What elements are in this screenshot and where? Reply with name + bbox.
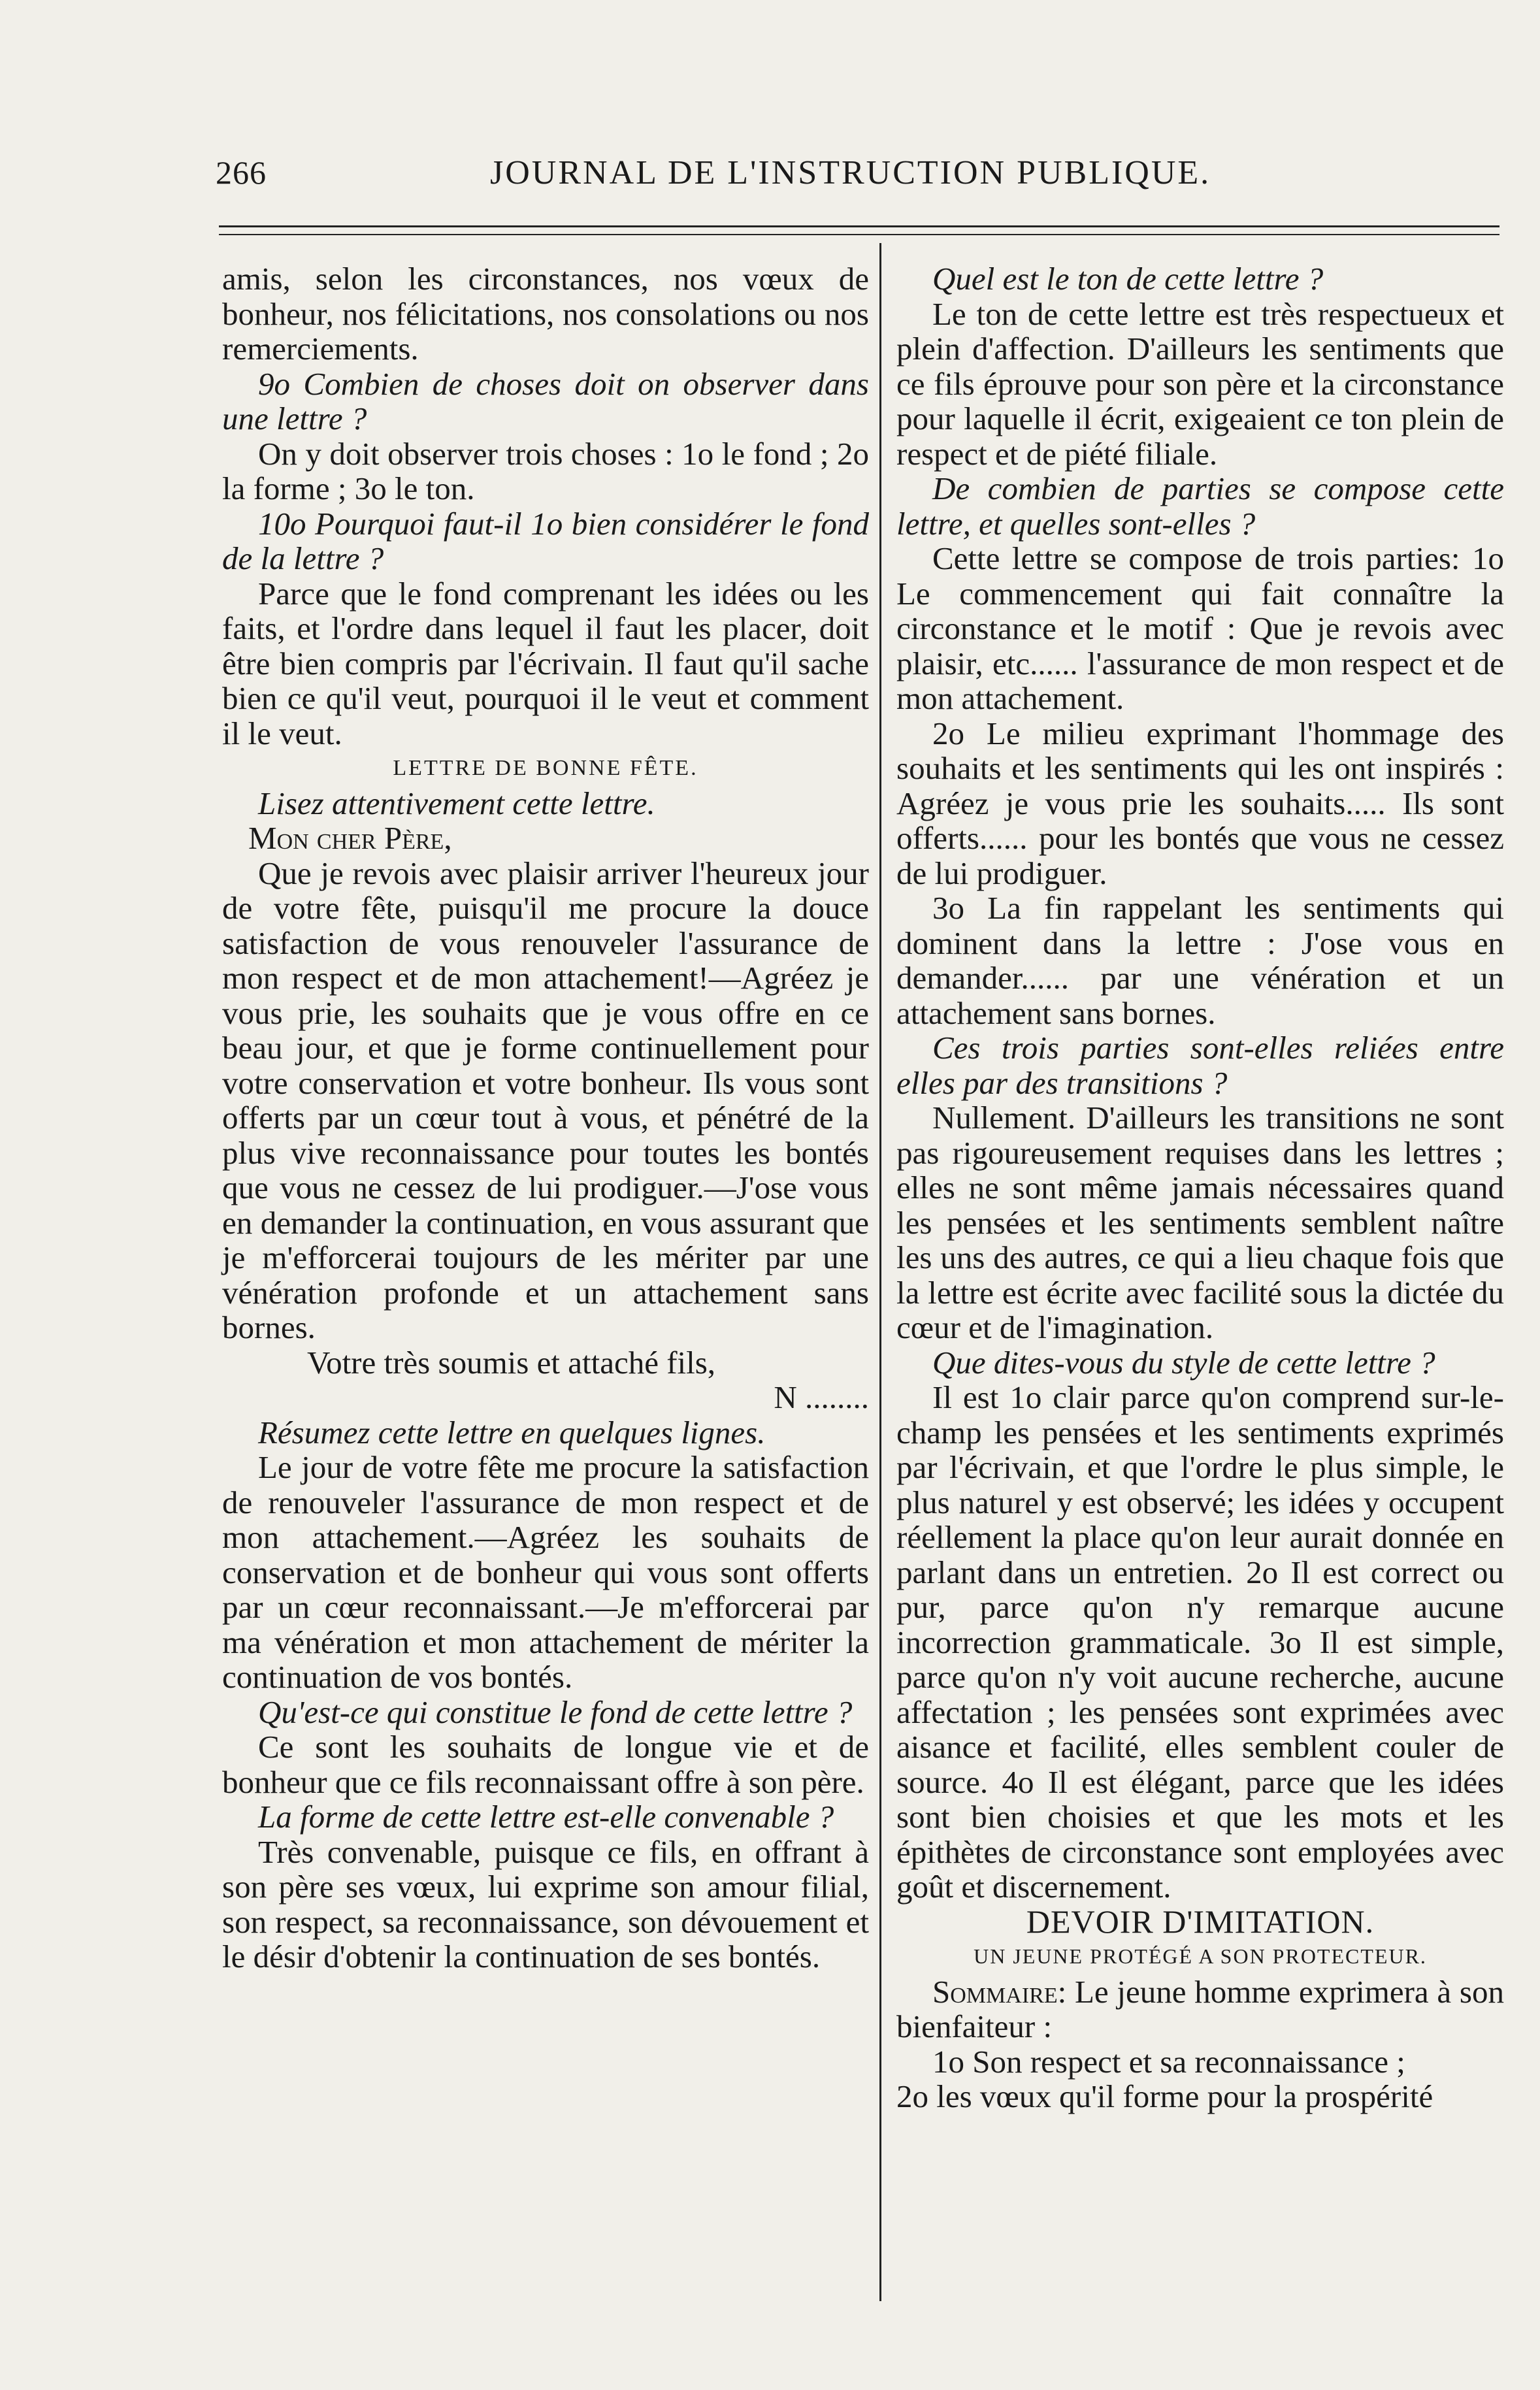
answer: On y doit observer trois choses : 1o le fond ; 2o la forme ; 3o le ton.: [222, 435, 869, 506]
question: La forme de cette lettre est-elle convenable ?: [258, 1799, 834, 1835]
list-item: 1o Son respect et sa reconnaissance ;: [932, 2043, 1405, 2080]
question: Ces trois parties sont-elles reliées entre elles par des transitions ?: [896, 1030, 1504, 1101]
answer: Nullement. D'ailleurs les transitions ne sont pas rigoureusement requises dans les lettres ; elles ne sont même jamais nécessaires quand les pensées et les sentiments semblent naître les uns des autres, ce qui a lieu chaque fois que la lettre est écrite avec facilité sous la dictée du cœur et de l'imagination.: [896, 1100, 1504, 1345]
letter-body: Que je revois avec plaisir arriver l'heureux jour de votre fête, puisqu'il me procure la douce satisfaction de vous renouveler l'assurance de mon respect et de mon attachement!—Agréez je vous prie, les souhaits que je vous offre en ce beau jour, et que je forme continuellement pour votre conservation et votre bonheur. Ils vous sont offerts par un cœur tout à vous, et pénétré de la plus vive reconnaissance pour toutes les bontés que vous ne cessez de lui prodiguer.—J'ose vous en demander la continuation, en vous assurant que je m'efforcerai toujours de les mériter par une vénération profonde et un attachement sans bornes.: [222, 855, 869, 1345]
question: Que dites-vous du style de cette lettre ?: [932, 1344, 1435, 1381]
question: De combien de parties se compose cette lettre, et quelles sont-elles ?: [896, 470, 1504, 542]
instruction: Lisez attentivement cette lettre.: [258, 785, 655, 821]
left-column: [222, 261, 869, 1974]
sommaire-label: Sommaire:: [932, 1973, 1067, 2010]
question: Quel est le ton de cette lettre ?: [932, 261, 1324, 297]
list-item: 2o les vœux qu'il forme pour la prospérité: [896, 2078, 1434, 2114]
page-header: [216, 154, 1490, 212]
answer: 3o La fin rappelant les sentiments qui dominent dans la lettre : J'ose vous en demander...... par une vénération et un attachement sans bornes.: [896, 890, 1504, 1031]
question: 10o Pourquoi faut-il 1o bien considérer le fond de la lettre ?: [222, 505, 869, 576]
letter-title: LETTRE DE BONNE FÊTE.: [393, 756, 698, 780]
signoff: Votre très soumis et attaché fils,: [307, 1344, 716, 1381]
page-number: 266: [216, 154, 267, 191]
answer: Cette lettre se compose de trois parties: 1o Le commencement qui fait connaître la circonstance et le motif : Que je revois avec plaisir, etc...... l'assurance de mon respect et de mon attachement.: [896, 540, 1504, 716]
paragraph: amis, selon les circonstances, nos vœux de bonheur, nos félicitations, nos consolations ou nos remerciements.: [222, 261, 869, 367]
sommaire-text: Le jeune homme exprimera à son bienfaiteur :: [896, 1973, 1504, 2044]
column-divider: [879, 243, 881, 2301]
section-subtitle: UN JEUNE PROTÉGÉ A SON PROTECTEUR.: [974, 1944, 1427, 1968]
sommaire: [896, 1974, 1504, 2044]
answer: Il est 1o clair parce qu'on comprend sur-le-champ les pensées et les sentiments exprimés par l'écrivain, et que l'ordre le plus simple, le plus naturel y est observé; les idées y occupent réellement la place qu'on leur aurait donnée en parlant dans un entretien. 2o Il est correct ou pur, parce qu'on n'y remarque aucune incorrection grammaticale. 3o Il est simple, parce qu'on n'y voit aucune recherche, aucune affectation ; les pensées sont exprimées avec aisance et facilité, elles semblent couler de source. 4o Il est élégant, parce que les idées sont bien choisies et que les mots et les épithètes de circonstance sont employées avec goût et discernement.: [896, 1379, 1504, 1905]
header-rule-thin: [219, 234, 1499, 235]
instruction: Résumez cette lettre en quelques lignes.: [258, 1414, 766, 1450]
right-column: [896, 261, 1504, 2114]
section-title: DEVOIR D'IMITATION.: [1026, 1903, 1375, 1940]
signature: N ........: [774, 1379, 869, 1415]
answer: Très convenable, puisque ce fils, en offrant à son père ses vœux, lui exprime son amour filial, son respect, sa reconnaissance, son dévouement et le désir d'obtenir la continuation de ses bontés.: [222, 1833, 869, 1974]
summary-body: Le jour de votre fête me procure la satisfaction de renouveler l'assurance de mon respect et de mon attachement.—Agréez les souhaits de conservation et de bonheur qui vous sont offerts par un cœur reconnaissant.—Je m'efforcerai par ma vénération et mon attachement de mériter la continuation de vos bontés.: [222, 1449, 869, 1695]
salutation: Mon cher Père,: [248, 820, 452, 856]
answer: Ce sont les souhaits de longue vie et de bonheur que ce fils reconnaissant offre à son père.: [222, 1729, 869, 1800]
answer: Le ton de cette lettre est très respectueux et plein d'affection. D'ailleurs les sentiments que ce fils éprouve pour son père et la circonstance pour laquelle il écrit, exigeaient ce ton plein de respect et de piété filiale.: [896, 295, 1504, 472]
answer: 2o Le milieu exprimant l'hommage des souhaits et les sentiments qui les ont inspirés : Agréez je vous prie les souhaits..... Ils sont offerts...... pour les bontés que vous ne cessez de lui prodiguer.: [896, 715, 1504, 891]
header-rule: [219, 225, 1499, 227]
question: Qu'est-ce qui constitue le fond de cette lettre ?: [258, 1694, 853, 1730]
running-title: JOURNAL DE L'INSTRUCTION PUBLIQUE.: [490, 154, 1211, 191]
answer: Parce que le fond comprenant les idées ou les faits, et l'ordre dans lequel il faut les placer, doit être bien compris par l'écrivain. Il faut qu'il sache bien ce qu'il veut, pourquoi il le veut et comment il le veut.: [222, 575, 869, 751]
question: 9o Combien de choses doit on observer dans une lettre ?: [222, 365, 869, 436]
